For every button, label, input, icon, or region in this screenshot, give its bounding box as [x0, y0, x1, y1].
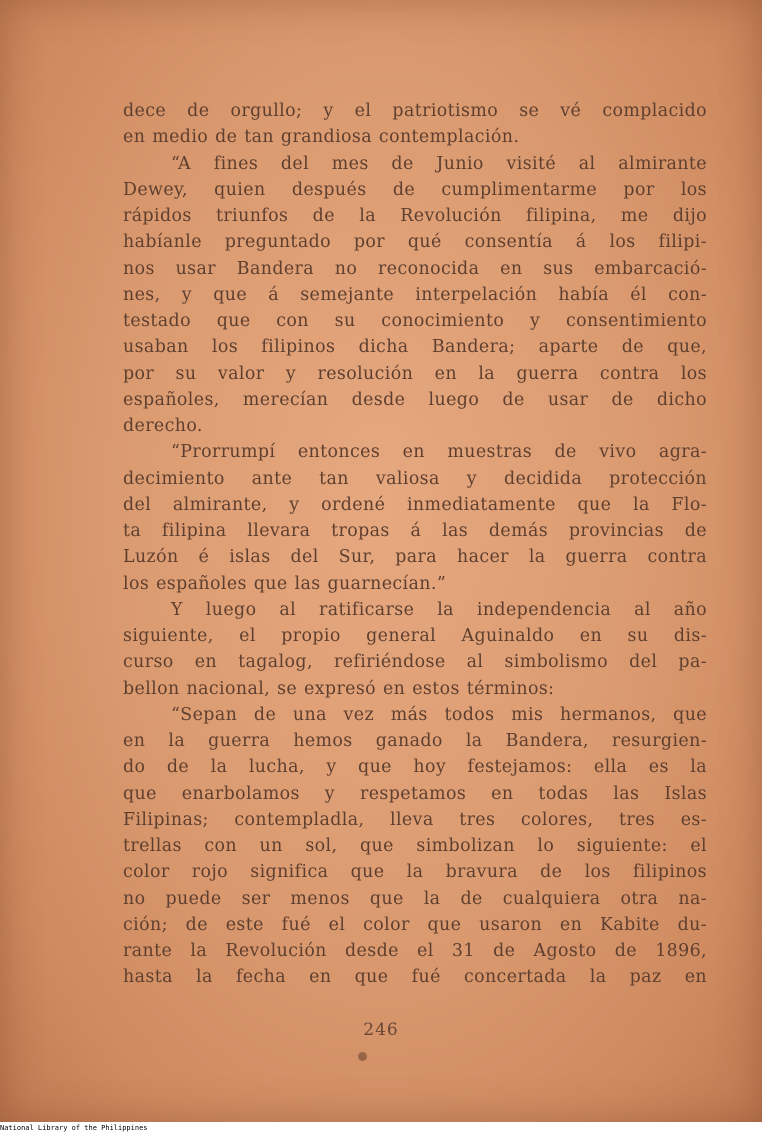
text-line: siguiente, el propio general Aguinaldo en su dis- [123, 626, 707, 646]
text-line: “Prorrumpí entonces en muestras de vivo agra- [171, 442, 707, 463]
text-line: ta filipina llevara tropas á las demás provincias de [123, 521, 707, 541]
text-line: “Sepan de una vez más todos mis hermanos, que [171, 704, 707, 725]
text-line: nos usar Bandera no reconocida en sus embarcació- [123, 258, 707, 279]
text-line: dece de orgullo; y el patriotismo se vé complacido [123, 101, 707, 121]
text-line: en la guerra hemos ganado la Bandera, resurgien- [123, 731, 707, 751]
text-line: usaban los filipinos dicha Bandera; aparte de que, [123, 337, 707, 358]
page-body-text [123, 98, 707, 991]
page-number: 246 [363, 1020, 399, 1040]
text-line: color rojo significa que la bravura de los filipinos [123, 862, 707, 883]
library-credit: National Library of the Philippines [0, 1124, 148, 1132]
text-line: curso en tagalog, refiriéndose al simbolismo del pa- [123, 652, 707, 673]
text-line: españoles, merecían desde luego de usar de dicho [123, 389, 707, 410]
text-line: bellon nacional, se expresó en estos términos: [123, 678, 555, 699]
text-line: rápidos triunfos de la Revolución filipina, me dijo [123, 206, 707, 226]
text-line: Luzón é islas del Sur, para hacer la guerra contra [123, 547, 707, 568]
text-line: do de la lucha, y que hoy festejamos: ella es la [123, 757, 707, 778]
text-line: Filipinas; contempladla, lleva tres colores, tres es- [123, 809, 707, 830]
text-line: en medio de tan grandiosa contemplación. [123, 127, 520, 148]
text-line: hasta la fecha en que fué concertada la paz en [123, 967, 707, 988]
text-line: Y luego al ratificarse la independencia al año [171, 599, 707, 620]
text-line: trellas con un sol, que simbolizan lo siguiente: el [123, 836, 707, 856]
text-line: nes, y que á semejante interpelación había él con- [123, 284, 707, 305]
text-line: que enarbolamos y respetamos en todas las Islas [123, 783, 707, 804]
text-line: habíanle preguntado por qué consentía á los filipi- [123, 232, 707, 253]
ink-blot-mark [358, 1052, 367, 1061]
text-line: los españoles que las guarnecían.” [123, 573, 447, 594]
text-line: por su valor y resolución en la guerra contra los [123, 363, 707, 384]
text-line: del almirante, y ordené inmediatamente que la Flo- [123, 494, 707, 515]
text-line: rante la Revolución desde el 31 de Agosto de 1896, [123, 941, 707, 961]
text-line: decimiento ante tan valiosa y decidida protección [123, 468, 707, 489]
text-line: testado que con su conocimiento y consentimiento [123, 311, 707, 331]
text-line: ción; de este fué el color que usaron en Kabite du- [123, 914, 707, 935]
text-line: derecho. [123, 416, 203, 436]
text-line: no puede ser menos que la de cualquiera otra na- [123, 888, 707, 909]
text-line: “A fines del mes de Junio visité al almirante [171, 153, 707, 174]
text-line: Dewey, quien después de cumplimentarme por los [123, 179, 707, 200]
